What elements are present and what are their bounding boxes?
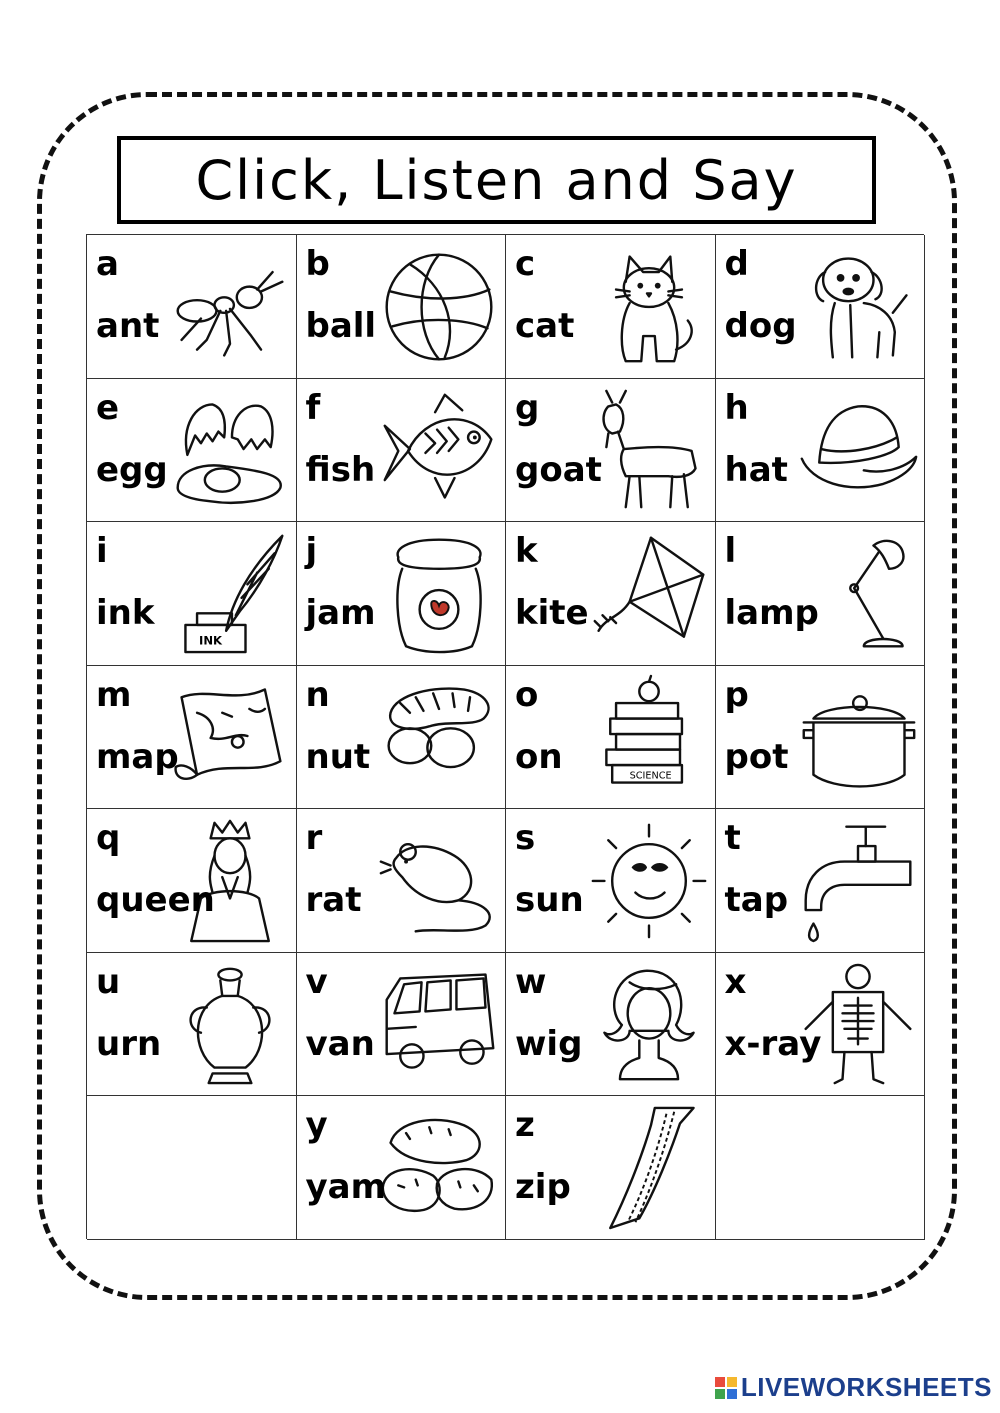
cell-yam[interactable] [297,1096,507,1240]
cell-lamp[interactable] [716,522,926,666]
cell-word: on [515,736,563,777]
cell-word: kite [515,593,589,633]
cell-letter: s [515,818,536,858]
cell-letter: t [724,818,741,858]
cell-word: urn [96,1023,162,1064]
van-icon [377,959,501,1089]
rat-icon [377,815,501,945]
cell-word: fish [305,449,376,490]
cell-letter: e [96,387,120,428]
cell-x-ray[interactable] [716,953,926,1097]
map-icon [168,672,292,802]
cell-word: nut [305,736,371,777]
cell-letter: g [515,387,540,428]
page-title: Click, Listen and Say [195,148,798,212]
liveworksheets-logo-icon [715,1377,737,1399]
cell-word: pot [724,736,789,777]
cell-letter: i [96,531,108,571]
cell-letter: b [305,244,330,284]
cell-letter: h [724,387,749,428]
cell-letter: f [305,387,321,428]
cell-on[interactable] [506,666,716,810]
cell-queen[interactable] [87,809,297,953]
cell-word: ink [96,593,155,633]
cell-urn[interactable] [87,953,297,1097]
cell-fish[interactable] [297,379,507,523]
cell-word: dog [724,306,797,346]
wig-icon [587,959,711,1089]
cell-cat[interactable] [506,235,716,379]
cell-word: van [305,1023,375,1064]
cell-van[interactable] [297,953,507,1097]
cell-ink[interactable] [87,522,297,666]
title-box [117,136,876,224]
cell-sun[interactable] [506,809,716,953]
pot-icon [796,672,920,802]
cell-word: yam [305,1167,387,1207]
urn-icon [168,959,292,1089]
cell-letter: l [724,531,737,571]
footer-brand[interactable] [715,1372,992,1403]
cell-word: queen [96,880,215,920]
cell-word: tap [724,880,789,920]
nut-icon [377,672,501,802]
alphabet-grid [86,234,924,1239]
cell-kite[interactable] [506,522,716,666]
cell-word: sun [515,880,584,920]
ink-icon [168,528,292,658]
cell-ball[interactable] [297,235,507,379]
cell-letter: n [305,674,330,715]
cell-word: x-ray [724,1023,822,1064]
cell-letter: z [515,1105,535,1145]
cell-hat[interactable] [716,379,926,523]
cell-word: egg [96,449,168,490]
empty-cell [716,1096,926,1240]
dog-icon [796,241,920,371]
tap-icon [796,815,920,945]
cell-ant[interactable] [87,235,297,379]
cell-nut[interactable] [297,666,507,810]
cell-letter: u [96,961,121,1002]
cell-jam[interactable] [297,522,507,666]
sun-icon [587,815,711,945]
cell-word: lamp [724,593,819,633]
cell-pot[interactable] [716,666,926,810]
cell-letter: v [305,961,328,1002]
cell-letter: w [515,961,547,1002]
cell-dog[interactable] [716,235,926,379]
cell-letter: j [305,531,318,571]
cell-word: hat [724,449,788,490]
cell-rat[interactable] [297,809,507,953]
cell-tap[interactable] [716,809,926,953]
cell-word: goat [515,449,602,490]
books-icon [587,672,711,802]
yam-icon [377,1102,501,1232]
cell-word: ball [305,306,377,346]
zip-icon [587,1102,711,1232]
cell-word: rat [305,880,362,920]
ball-icon [377,241,501,371]
cell-word: ant [96,306,160,346]
cat-icon [587,241,711,371]
cell-letter: o [515,674,539,715]
empty-cell [87,1096,297,1240]
cell-word: wig [515,1023,583,1064]
footer-brand-text: LIVEWORKSHEETS [740,1372,992,1402]
cell-letter: r [305,818,323,858]
cell-word: zip [515,1167,571,1207]
cell-egg[interactable] [87,379,297,523]
cell-letter: y [305,1105,328,1145]
cell-zip[interactable] [506,1096,716,1240]
cell-letter: x [724,961,747,1002]
cell-goat[interactable] [506,379,716,523]
cell-map[interactable] [87,666,297,810]
cell-letter: p [724,674,749,715]
cell-word: map [96,736,179,777]
cell-word: cat [515,306,575,346]
cell-letter: c [515,244,536,284]
cell-word: jam [305,593,376,633]
jam-icon [377,528,501,658]
cell-letter: a [96,244,119,284]
goat-icon [587,385,711,515]
svg-text:SCIENCE: SCIENCE [629,770,672,782]
svg-text:INK: INK [198,633,222,648]
cell-letter: d [724,244,749,284]
cell-letter: q [96,818,121,858]
ant-icon [168,241,292,371]
cell-letter: m [96,674,132,715]
cell-letter: k [515,531,538,571]
fish-icon [377,385,501,515]
egg-icon [168,385,292,515]
cell-wig[interactable] [506,953,716,1097]
hat-icon [796,385,920,515]
kite-icon [587,528,711,658]
